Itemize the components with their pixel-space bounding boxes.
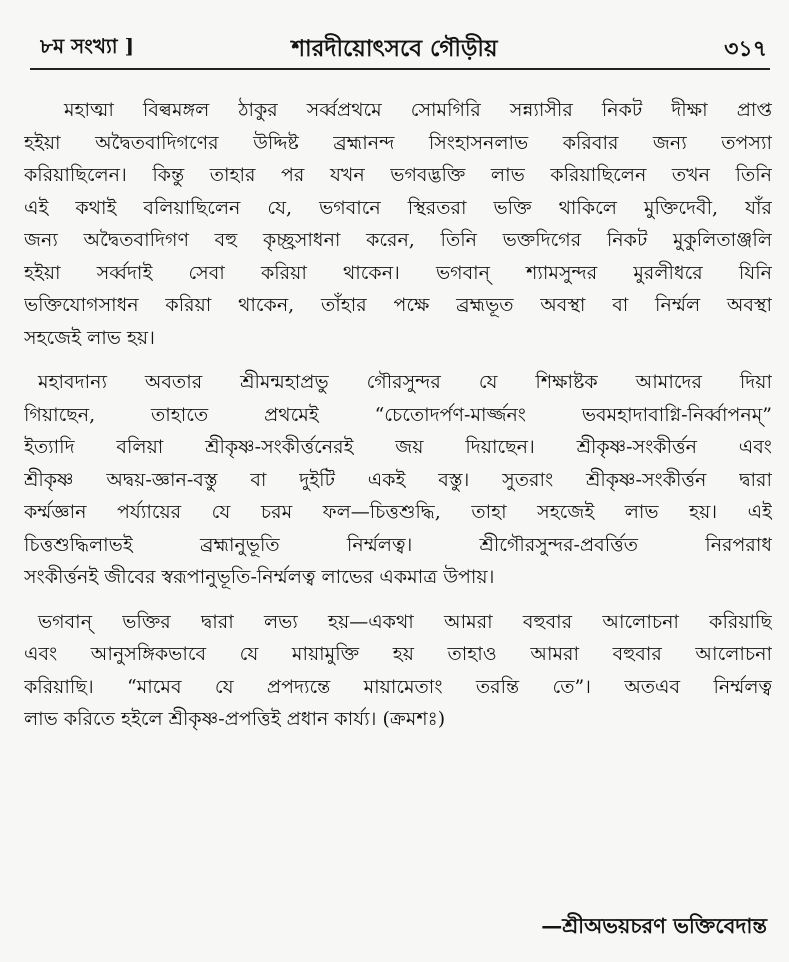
issue-number: ৮ম সংখ্যা ] xyxy=(40,34,135,58)
text-line: হইয়া অদ্বৈতবাদিগণের উদ্দিষ্ট ব্রহ্মানন্দ সিংহাসনলাভ করিবার জন্য তপস্যা xyxy=(24,131,772,154)
text-line: কর্ম্মজ্ঞান পর্য্যায়ের যে চরম ফল—চিত্তশুদ্ধি, তাহা সহজেই লাভ হয়। এই xyxy=(24,501,772,523)
page-header xyxy=(0,26,789,66)
text-line: করিয়াছিলেন। কিন্তু তাহার পর যখন ভগবদ্ভক্তি লাভ করিয়াছিলেন তখন তিনি xyxy=(24,164,772,186)
text-line: ভক্তিযোগসাধন করিয়া থাকেন, তাঁহার পক্ষে ব্রহ্মভূত অবস্থা বা নির্ম্মল অবস্থা xyxy=(24,294,772,316)
text-line: জন্য অদ্বৈতবাদিগণ বহু কৃচ্ছ্রসাধনা করেন, তিনি ভক্তদিগের নিকট মুকুলিতাঞ্জলি xyxy=(24,229,772,251)
text-line: গিয়াছেন, তাহাতে প্রথমেই “চেতোদর্পণ-মার্জ্জনং ভবমহাদাবাগ্নি-নির্ব্বাপনম্” xyxy=(24,403,772,426)
text-line: চিত্তশুদ্ধিলাভই ব্রহ্মানুভূতি নির্ম্মলত্ব। শ্রীগৌরসুন্দর-প্রবর্ত্তিত নিরপরাধ xyxy=(24,533,772,556)
text-line: এবং আনুসঙ্গিকভাবে যে মায়ামুক্তি হয় তাহাও আমরা বহুবার আলোচনা xyxy=(24,643,772,665)
text-line: সহজেই লাভ হয়। xyxy=(24,326,155,349)
running-title: শারদীয়োৎসবে গৌড়ীয় xyxy=(291,35,498,62)
author-signature: —শ্রীঅভয়চরণ ভক্তিবেদান্ত xyxy=(541,913,767,938)
text-line: শ্রীকৃষ্ণ অদ্বয়-জ্ঞান-বস্তু বা দুইটি একই বস্তু। সুতরাং শ্রীকৃষ্ণ-সংকীর্ত্তন দ্বারা xyxy=(24,468,772,491)
text-line: সংকীর্ত্তনই জীবের স্বরূপানুভূতি-নির্ম্মলত্ব লাভের একমাত্র উপায়। xyxy=(24,566,495,588)
text-line: এই কথাই বলিয়াছিলেন যে, ভগবানে স্থিরতরা ভক্তি থাকিলে মুক্তিদেবী, যাঁর xyxy=(24,196,772,219)
text-line: মহাবদান্য অবতার শ্রীমন্মহাপ্রভু গৌরসুন্দর যে শিক্ষাষ্টক আমাদের দিয়া xyxy=(38,371,772,393)
header-rule xyxy=(30,68,770,70)
text-line: মহাত্মা বিল্বমঙ্গল ঠাকুর সর্ব্বপ্রথমে সোমগিরি সন্ন্যাসীর নিকট দীক্ষা প্রাপ্ত xyxy=(64,99,772,121)
article-body xyxy=(24,94,772,736)
text-line: ইত্যাদি বলিয়া শ্রীকৃষ্ণ-সংকীর্ত্তনেরই জয় দিয়াছেন। শ্রীকৃষ্ণ-সংকীর্ত্তন এবং xyxy=(24,436,772,458)
text-line: লাভ করিতে হইলে শ্রীকৃষ্ণ-প্রপত্তিই প্রধান কার্য্য। (ক্রমশঃ) xyxy=(24,708,446,730)
page-number: ৩১৭ xyxy=(724,36,767,62)
text-line: ভগবান্ ভক্তির দ্বারা লভ্য হয়—একথা আমরা বহুবার আলোচনা করিয়াছি xyxy=(38,610,772,633)
text-line: করিয়াছি। “মামেব যে প্রপদ্যন্তে মায়ামেতাং তরন্তি তে”। অতএব নির্ম্মলত্ব xyxy=(24,675,772,698)
text-line: হইয়া সর্ব্বদাই সেবা করিয়া থাকেন। ভগবান্ শ্যামসুন্দর মুরলীধরে যিনি xyxy=(24,261,772,284)
